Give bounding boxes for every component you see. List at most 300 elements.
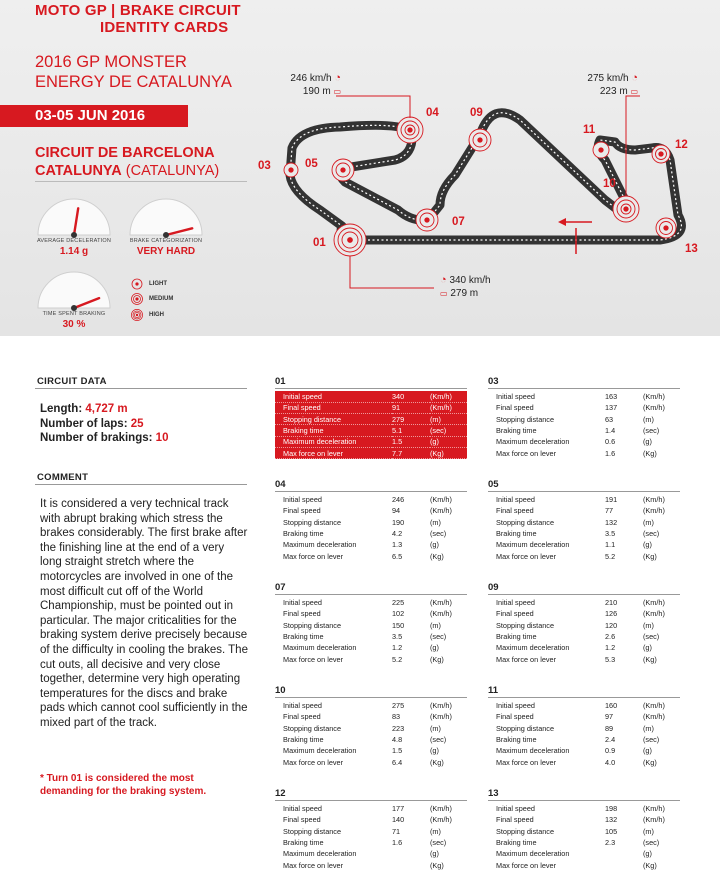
table-row <box>275 734 467 745</box>
circuit-region: (CATALUNYA) <box>121 163 220 179</box>
callout-speed: 275 km/h <box>587 73 629 84</box>
legend-label: MEDIUM <box>149 296 174 302</box>
turn-table-07 <box>275 582 467 665</box>
row-label: Stopping distance <box>496 723 555 733</box>
row-label: Max force on lever <box>496 757 557 767</box>
circuit-stats <box>40 402 168 446</box>
callout-01 <box>440 274 491 299</box>
header-line1: MOTO GP | BRAKE CIRCUIT <box>35 2 241 19</box>
laps-label: Number of laps: <box>40 417 128 430</box>
length-label: Length: <box>40 403 83 415</box>
circuit-name-line1: CIRCUIT DE BARCELONA <box>35 145 215 161</box>
comment-note: * Turn 01 is considered the most demanding for the braking system. <box>40 773 207 797</box>
brake-marker-11 <box>593 142 609 158</box>
row-unit: (Km/h) <box>643 598 665 608</box>
legend-high <box>131 309 164 321</box>
turn-table-title: 10 <box>275 685 286 696</box>
row-unit: (m) <box>643 414 654 424</box>
circuit-data-title: CIRCUIT DATA <box>37 376 107 387</box>
table-row <box>275 848 467 859</box>
row-unit: (Km/h) <box>643 712 665 722</box>
row-unit: (m) <box>643 723 654 733</box>
divider <box>275 491 467 492</box>
row-label: Initial speed <box>496 392 535 402</box>
row-label: Maximum deceleration <box>496 540 570 550</box>
row-value: 5.2 <box>605 551 616 561</box>
high-braking-icon <box>131 309 143 321</box>
row-value: 275 <box>392 701 405 711</box>
callout-speed: 340 km/h <box>449 275 491 286</box>
row-label: Final speed <box>283 712 321 722</box>
callout-10 <box>566 72 638 97</box>
legend-light <box>131 278 167 290</box>
table-row <box>488 391 680 402</box>
row-label: Initial speed <box>283 598 322 608</box>
row-label: Final speed <box>496 506 534 516</box>
light-braking-icon <box>131 278 143 290</box>
table-row <box>275 837 467 848</box>
turn-table-grid <box>488 391 680 459</box>
row-label: Maximum deceleration <box>496 746 570 756</box>
table-row <box>488 517 680 528</box>
row-label: Stopping distance <box>283 723 342 733</box>
row-value: 3.5 <box>605 529 616 539</box>
row-value: 1.6 <box>392 838 403 848</box>
row-unit: (Kg) <box>643 860 657 870</box>
row-value: 0.9 <box>605 746 616 756</box>
turn-table-11 <box>488 685 680 768</box>
table-row <box>275 756 467 767</box>
table-row <box>488 447 680 458</box>
row-unit: (m) <box>430 517 441 527</box>
turn-table-title: 09 <box>488 582 499 593</box>
table-row <box>275 711 467 722</box>
event-dates: 03-05 JUN 2016 <box>0 105 188 127</box>
row-unit: (Km/h) <box>430 804 452 814</box>
row-value: 246 <box>392 495 405 505</box>
turn-table-12 <box>275 788 467 871</box>
table-row <box>488 425 680 436</box>
row-value: 1.4 <box>605 426 616 436</box>
row-label: Initial speed <box>283 804 322 814</box>
row-label: Braking time <box>496 632 537 642</box>
turn-table-grid <box>488 803 680 871</box>
row-label: Braking time <box>283 632 324 642</box>
turn-table-grid <box>488 597 680 665</box>
gauge-dial-icon <box>34 195 114 237</box>
divider <box>488 388 680 389</box>
row-unit: (Kg) <box>430 447 467 458</box>
row-unit: (m) <box>643 620 654 630</box>
row-value: 210 <box>605 598 618 608</box>
table-row <box>488 528 680 539</box>
row-value: 340 <box>392 391 430 402</box>
row-label: Initial speed <box>496 495 535 505</box>
row-value: 1.3 <box>392 540 403 550</box>
gauge-value: 30 % <box>62 319 86 330</box>
row-value: 163 <box>605 392 618 402</box>
distance-icon: ▭ <box>630 87 638 96</box>
row-label: Stopping distance <box>283 620 342 630</box>
row-label: Final speed <box>496 403 534 413</box>
row-unit: (sec) <box>430 735 447 745</box>
brake-marker-12 <box>652 145 670 163</box>
row-value: 132 <box>605 517 618 527</box>
brake-marker-10 <box>613 196 639 222</box>
table-row <box>488 814 680 825</box>
row-value: 5.2 <box>392 654 403 664</box>
row-unit: (sec) <box>430 425 467 436</box>
row-value: 198 <box>605 804 618 814</box>
row-value: 0.6 <box>605 437 616 447</box>
divider <box>35 181 247 182</box>
row-unit: (sec) <box>643 632 660 642</box>
table-row <box>275 528 467 539</box>
divider <box>275 594 467 595</box>
turn-table-01 <box>275 376 467 459</box>
row-value: 279 <box>392 414 430 425</box>
row-unit: (g) <box>430 540 439 550</box>
row-label: Max force on lever <box>496 551 557 561</box>
row-value: 120 <box>605 620 618 630</box>
row-unit: (Km/h) <box>430 402 467 413</box>
brake-marker-09 <box>469 129 491 151</box>
row-value: 1.2 <box>392 643 403 653</box>
table-row <box>275 447 467 458</box>
row-label: Initial speed <box>283 701 322 711</box>
brake-marker-04 <box>397 117 423 143</box>
row-unit: (Km/h) <box>643 804 665 814</box>
row-unit: (g) <box>430 849 439 859</box>
row-value <box>605 859 643 870</box>
row-unit: (Kg) <box>643 551 657 561</box>
row-unit: (g) <box>430 436 467 447</box>
turn-table-title: 01 <box>275 376 286 387</box>
callout-04 <box>269 72 341 97</box>
row-unit: (sec) <box>643 529 660 539</box>
brake-marker-01 <box>334 224 366 256</box>
row-label: Initial speed <box>496 598 535 608</box>
row-value: 102 <box>392 609 405 619</box>
table-row <box>275 539 467 550</box>
row-label: Stopping distance <box>283 826 342 836</box>
table-row <box>488 837 680 848</box>
row-unit: (Kg) <box>643 654 657 664</box>
turn-table-05 <box>488 479 680 562</box>
row-label: Final speed <box>283 815 321 825</box>
table-row <box>488 620 680 631</box>
row-unit: (sec) <box>430 838 447 848</box>
gauge-value: 1.14 g <box>59 246 89 257</box>
table-row <box>275 505 467 516</box>
table-row <box>488 494 680 505</box>
row-value: 225 <box>392 598 405 608</box>
legend-label: HIGH <box>149 312 164 318</box>
table-row <box>275 859 467 870</box>
row-unit: (Km/h) <box>643 495 665 505</box>
callout-speed: 246 km/h <box>290 73 332 84</box>
brake-marker-03 <box>284 163 298 177</box>
row-value: 4.2 <box>392 529 403 539</box>
callout-distance: 279 m <box>450 288 479 299</box>
table-row <box>488 402 680 413</box>
turn-label-12: 12 <box>675 139 688 151</box>
row-unit: (Km/h) <box>643 392 665 402</box>
row-label: Initial speed <box>283 495 322 505</box>
row-unit: (Km/h) <box>430 598 452 608</box>
turn-table-grid <box>275 700 467 768</box>
row-unit: (g) <box>643 437 652 447</box>
callout-distance: 223 m <box>599 86 628 97</box>
turn-table-title: 04 <box>275 479 286 490</box>
table-row <box>275 620 467 631</box>
turn-label-01: 01 <box>313 237 326 249</box>
turn-table-title: 11 <box>488 685 499 696</box>
table-row <box>275 391 467 402</box>
row-value: 6.4 <box>392 757 403 767</box>
row-unit: (g) <box>643 540 652 550</box>
row-label: Final speed <box>496 815 534 825</box>
row-value: 94 <box>392 506 401 516</box>
row-label: Max force on lever <box>496 860 557 870</box>
row-value: 1.5 <box>392 746 403 756</box>
row-label: Max force on lever <box>283 860 344 870</box>
row-label: Braking time <box>283 735 324 745</box>
row-value: 77 <box>605 506 614 516</box>
row-label: Initial speed <box>496 701 535 711</box>
brake-marker-05 <box>332 159 354 181</box>
row-label: Max force on lever <box>275 447 392 458</box>
row-label: Final speed <box>496 712 534 722</box>
event-title-line1: 2016 GP MONSTER <box>35 53 187 71</box>
turn-label-05: 05 <box>305 158 318 170</box>
comment-text: It is considered a very technical track with abrupt braking which stress the brakes considerably. The first brake after the finishing line at the end of a very long straight stretch where the motorcycles are involved in one of the most difficult cut off of the World Championship, must be pointed out in particular. The major criticalities for the braking system derive precisely because of the difficulty in cooling the brakes. The cut outs, all decisive and very close together, determine very high operating temperatures for the discs and brake pads which cannot cool sufficiently in the mixed part of the track. <box>40 498 248 729</box>
row-unit: (m) <box>430 414 467 425</box>
row-label: Max force on lever <box>283 654 344 664</box>
event-title <box>35 52 232 92</box>
divider <box>488 697 680 698</box>
table-row <box>488 700 680 711</box>
row-value: 150 <box>392 620 405 630</box>
table-row <box>488 539 680 550</box>
table-row <box>275 631 467 642</box>
turn-label-03: 03 <box>258 160 271 172</box>
row-label: Final speed <box>283 609 321 619</box>
circuit-map <box>255 60 720 310</box>
table-row <box>275 425 467 436</box>
divider <box>35 388 247 389</box>
brake-marker-07 <box>416 209 438 231</box>
row-label: Final speed <box>275 402 392 413</box>
table-row <box>275 414 467 425</box>
table-row <box>488 848 680 859</box>
row-unit: (Kg) <box>430 860 444 870</box>
gauge-caption: TIME SPENT BRAKING <box>42 311 106 317</box>
table-row <box>275 436 467 447</box>
row-value: 6.5 <box>392 551 403 561</box>
turn-table-title: 12 <box>275 788 286 799</box>
table-row <box>275 517 467 528</box>
row-value: 2.4 <box>605 735 616 745</box>
row-label: Braking time <box>496 735 537 745</box>
row-unit: (m) <box>643 517 654 527</box>
row-label: Stopping distance <box>496 414 555 424</box>
divider <box>275 388 467 389</box>
length-value: 4,727 m <box>85 403 128 415</box>
divider <box>35 484 247 485</box>
row-value: 4.8 <box>392 735 403 745</box>
table-row <box>275 402 467 413</box>
row-value: 7.7 <box>392 447 430 458</box>
row-value <box>605 848 643 859</box>
row-unit: (Km/h) <box>430 506 452 516</box>
row-label: Maximum deceleration <box>275 436 392 447</box>
row-unit: (Km/h) <box>643 609 665 619</box>
row-label: Braking time <box>496 529 537 539</box>
row-value <box>392 848 430 859</box>
table-row <box>275 814 467 825</box>
divider <box>275 800 467 801</box>
row-label: Maximum deceleration <box>283 643 357 653</box>
table-row <box>488 436 680 447</box>
table-row <box>488 550 680 561</box>
row-value: 190 <box>392 517 405 527</box>
row-value: 97 <box>605 712 614 722</box>
row-value: 1.2 <box>605 643 616 653</box>
row-label: Stopping distance <box>496 826 555 836</box>
turn-table-grid <box>488 700 680 768</box>
divider <box>488 594 680 595</box>
medium-braking-icon <box>131 293 143 305</box>
legend-label: LIGHT <box>149 281 167 287</box>
table-row <box>275 642 467 653</box>
row-value: 5.3 <box>605 654 616 664</box>
circuit-name <box>35 144 219 180</box>
row-unit: (m) <box>430 826 441 836</box>
row-unit: (sec) <box>643 735 660 745</box>
gauge-brake-categorization <box>126 195 206 257</box>
turn-table-title: 05 <box>488 479 499 490</box>
row-unit: (Km/h) <box>430 391 467 402</box>
table-row <box>488 653 680 664</box>
row-value: 5.1 <box>392 425 430 436</box>
gauge-time-spent-braking <box>34 268 114 330</box>
gauge-caption: AVERAGE DECELERATION <box>36 238 112 244</box>
brakings-value: 10 <box>155 432 169 444</box>
table-row <box>488 803 680 814</box>
table-row <box>275 745 467 756</box>
row-value: 191 <box>605 495 618 505</box>
table-row <box>275 723 467 734</box>
turn-table-grid <box>275 803 467 871</box>
brake-marker-13 <box>656 218 676 238</box>
row-value: 83 <box>392 712 401 722</box>
turn-label-11: 11 <box>583 124 596 136</box>
row-unit: (Km/h) <box>430 609 452 619</box>
divider <box>488 800 680 801</box>
row-label: Maximum deceleration <box>496 643 570 653</box>
row-unit: (Km/h) <box>430 712 452 722</box>
row-value: 140 <box>392 815 405 825</box>
turn-table-04 <box>275 479 467 562</box>
row-value: 3.5 <box>392 632 403 642</box>
event-title-line2: ENERGY DE CATALUNYA <box>35 73 232 91</box>
row-value: 71 <box>392 826 401 836</box>
table-row <box>488 723 680 734</box>
turn-table-title: 03 <box>488 376 499 387</box>
row-value: 1.5 <box>392 436 430 447</box>
turn-table-09 <box>488 582 680 665</box>
table-row <box>488 711 680 722</box>
row-value: 160 <box>605 701 618 711</box>
row-value: 4.0 <box>605 757 616 767</box>
row-label: Final speed <box>496 609 534 619</box>
row-value: 137 <box>605 403 618 413</box>
table-row <box>488 642 680 653</box>
table-row <box>488 597 680 608</box>
turn-table-title: 07 <box>275 582 286 593</box>
row-unit: (sec) <box>430 632 447 642</box>
row-label: Stopping distance <box>283 517 342 527</box>
row-unit: (g) <box>643 849 652 859</box>
table-row <box>488 859 680 870</box>
row-unit: (Kg) <box>643 448 657 458</box>
row-unit: (Kg) <box>430 654 444 664</box>
row-value: 2.6 <box>605 632 616 642</box>
row-unit: (m) <box>430 620 441 630</box>
row-unit: (sec) <box>643 426 660 436</box>
row-label: Braking time <box>496 426 537 436</box>
row-label: Max force on lever <box>283 757 344 767</box>
row-unit: (sec) <box>430 529 447 539</box>
row-unit: (Km/h) <box>430 815 452 825</box>
table-row <box>275 608 467 619</box>
row-unit: (Kg) <box>430 757 444 767</box>
row-label: Maximum deceleration <box>283 540 357 550</box>
row-value: 89 <box>605 723 614 733</box>
direction-arrow-icon <box>558 218 592 226</box>
row-unit: (Km/h) <box>643 701 665 711</box>
speedometer-icon: ◔ <box>631 72 638 84</box>
turn-label-13: 13 <box>685 243 698 255</box>
table-row <box>488 734 680 745</box>
row-unit: (g) <box>643 643 652 653</box>
row-value: 105 <box>605 826 618 836</box>
row-label: Initial speed <box>275 391 392 402</box>
row-unit: (m) <box>643 826 654 836</box>
table-row <box>488 745 680 756</box>
table-row <box>488 756 680 767</box>
header-line2: IDENTITY CARDS <box>100 19 229 36</box>
gauge-average-deceleration <box>34 195 114 257</box>
turn-table-grid <box>275 494 467 562</box>
circuit-name-line2: CATALUNYA <box>35 163 122 179</box>
row-value <box>392 859 430 870</box>
table-row <box>275 550 467 561</box>
speedometer-icon: ◔ <box>334 72 341 84</box>
distance-icon: ▭ <box>333 87 341 96</box>
turn-table-10 <box>275 685 467 768</box>
row-label: Braking time <box>283 838 324 848</box>
turn-table-13 <box>488 788 680 871</box>
table-row <box>488 826 680 837</box>
row-value: 1.1 <box>605 540 616 550</box>
row-label: Initial speed <box>496 804 535 814</box>
distance-icon: ▭ <box>440 289 448 298</box>
row-label: Stopping distance <box>496 620 555 630</box>
table-row <box>275 700 467 711</box>
row-label: Stopping distance <box>275 414 392 425</box>
